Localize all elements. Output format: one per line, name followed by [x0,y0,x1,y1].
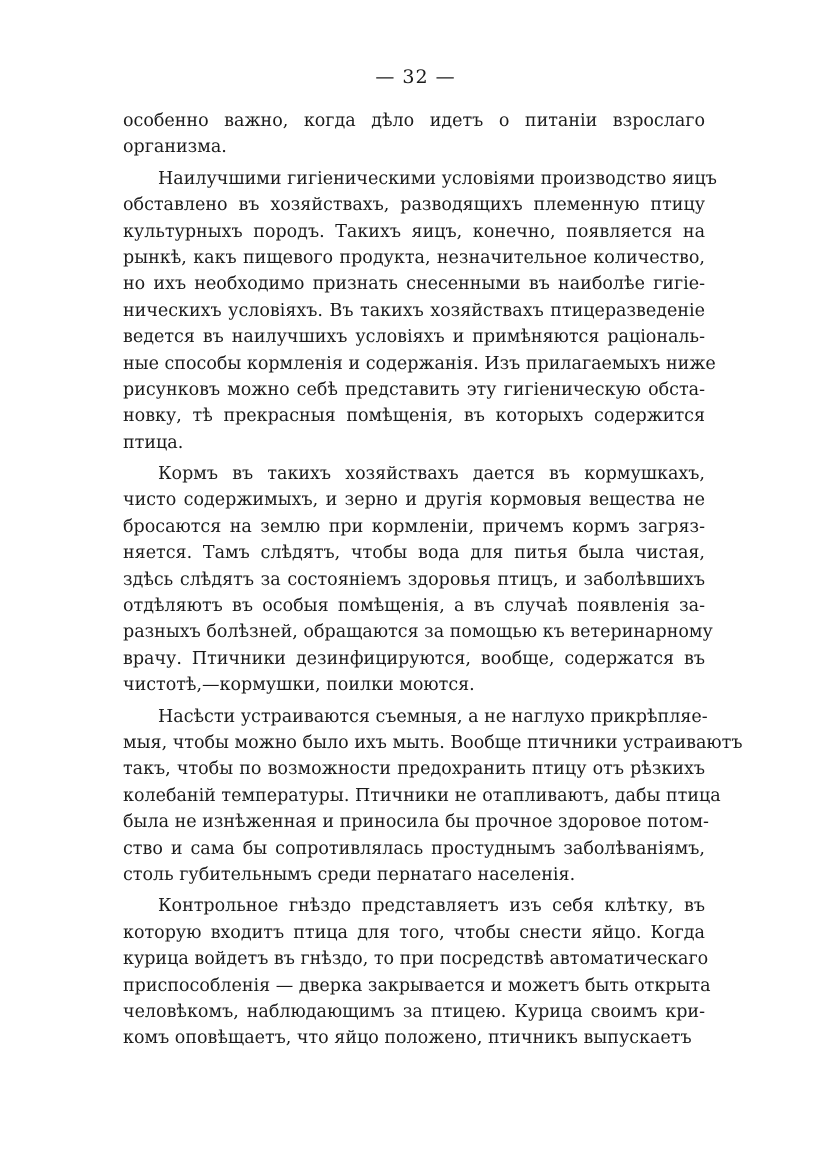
paragraph [123,704,743,889]
text-line: отдѣляютъ въ особыя помѣщенія, а въ случаѣ появленія за- [123,596,705,617]
paragraph [123,893,711,1051]
text-line: чисто содержимыхъ, и зерно и другія кормовыя вещества не [123,490,705,511]
text-line: рынкѣ, какъ пищевого продукта, незначительное количество, [123,247,705,268]
body-text [123,108,743,1052]
text-line: ведется въ наилучшихъ условіяхъ и примѣняются раціональ- [123,327,705,348]
text-line: курица войдетъ въ гнѣздо, то при посредствѣ автоматическаго [123,949,709,970]
text-line: чистотѣ,—кормушки, поилки моются. [123,675,475,696]
text-line: разныхъ болѣзней, обращаются за помощью къ ветеринарному [123,622,713,643]
text-line: Контрольное гнѣздо представляетъ изъ себя клѣтку, въ [158,896,705,917]
text-line: рисунковъ можно себѣ представить эту гигіеническую обста- [123,379,705,400]
text-line: культурныхъ породъ. Такихъ яицъ, конечно, появляется на [123,221,705,242]
text-line: колебаній температуры. Птичники не отапливаютъ, дабы птица [123,785,721,806]
text-line: человѣкомъ, наблюдающимъ за птицею. Курица своимъ кри- [123,1001,705,1022]
text-line: Кормъ въ такихъ хозяйствахъ дается въ кормушкахъ, [158,464,705,485]
text-line: столь губительнымъ среди пернатаго населенія. [123,864,576,885]
text-line: врачу. Птичники дезинфицируются, вообще, содержатся въ [123,648,705,669]
text-line: Насѣсти устраиваются съемныя, а не наглухо прикрѣпляе- [158,706,708,727]
text-line: бросаются на землю при кормленіи, причемъ кормъ загряз- [123,516,705,537]
text-line: птица. [123,432,184,453]
text-line: мыя, чтобы можно было ихъ мыть. Вообще птичники устраиваютъ [123,732,743,753]
text-line: Наилучшими гигіеническими условіями производство яицъ [158,168,717,189]
paragraph [123,461,713,699]
text-line: была не изнѣженная и приносила бы прочное здоровое потом- [123,812,709,833]
text-line: ство и сама бы сопротивлялась простуднымъ заболѣваніямъ, [123,838,705,859]
text-line: комъ оповѣщаетъ, что яйцо положено, птичникъ выпускаетъ [123,1028,692,1049]
text-line: няется. Тамъ слѣдятъ, чтобы вода для питья была чистая, [123,543,705,564]
paragraph [123,108,705,161]
text-line: но ихъ необходимо признать снесенными въ наиболѣе гигіе- [123,274,705,295]
page-number: — 32 — [375,66,456,88]
text-line: обставлено въ хозяйствахъ, разводящихъ племенную птицу [123,195,705,216]
text-line: особенно важно, когда дѣло идетъ о питаніи взрослаго [123,111,705,131]
text-line: которую входитъ птица для того, чтобы снести яйцо. Когда [123,922,705,943]
text-line: такъ, чтобы по возможности предохранить птицу отъ рѣзкихъ [123,759,705,780]
text-line: организма. [123,137,227,158]
paragraph [123,166,717,456]
text-line: новку, тѣ прекрасныя помѣщенія, въ которыхъ содержится [123,406,705,427]
text-line: ническихъ условіяхъ. Въ такихъ хозяйствахъ птицеразведеніе [123,300,705,321]
text-line: ные способы кормленія и содержанія. Изъ прилагаемыхъ ниже [123,353,716,374]
text-line: приспособленія — дверка закрывается и можетъ быть открыта [123,975,711,996]
text-line: здѣсь слѣдятъ за состояніемъ здоровья птицъ, и заболѣвшихъ [123,569,705,590]
